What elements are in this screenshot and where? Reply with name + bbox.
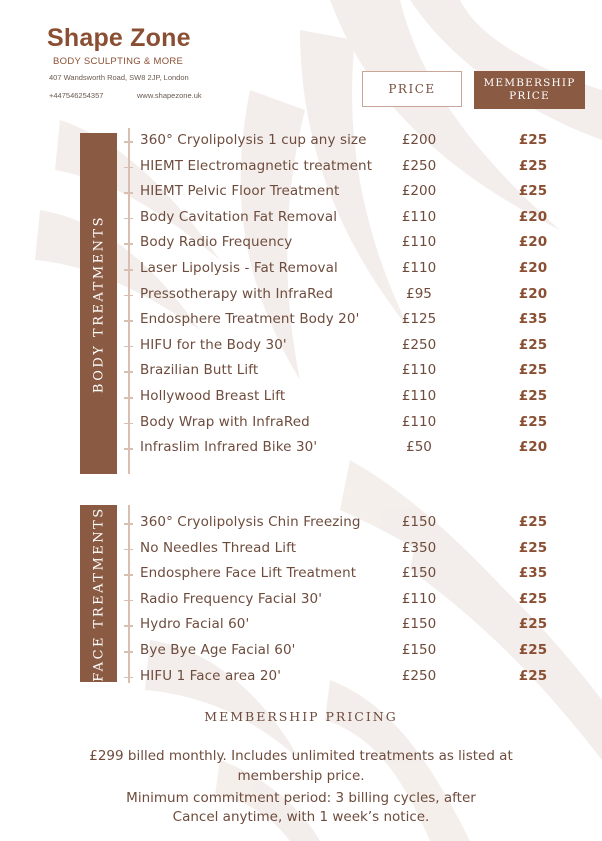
- row-tick: [124, 167, 133, 169]
- row-tick: [124, 218, 133, 220]
- brand-name: Shape Zone: [47, 24, 191, 52]
- treatment-price: £150: [401, 514, 437, 530]
- treatment-price: £125: [401, 311, 437, 328]
- price-column-header: [362, 71, 462, 107]
- membership-line-2: membership price.: [237, 768, 365, 784]
- row-tick: [124, 574, 133, 576]
- treatment-price: £150: [401, 616, 437, 633]
- treatment-membership-price: £35: [518, 565, 548, 582]
- row-tick: [124, 523, 133, 525]
- treatment-price: £50: [406, 439, 432, 456]
- treatment-name: HIEMT Pelvic Floor Treatment: [140, 183, 340, 200]
- treatment-name: HIFU 1 Face area 20': [140, 667, 282, 684]
- row-tick: [124, 371, 133, 373]
- brand-phone[interactable]: +447546254357: [49, 91, 104, 100]
- face-treatments-bar: [80, 505, 117, 682]
- treatment-name: Body Wrap with InfraRed: [140, 413, 310, 430]
- row-tick: [124, 269, 133, 271]
- treatment-price: £110: [401, 260, 437, 276]
- treatment-membership-price: £20: [518, 439, 548, 456]
- treatment-price: £110: [401, 413, 437, 430]
- row-tick: [124, 600, 133, 602]
- membership-price-column-header: [474, 71, 585, 109]
- row-tick: [124, 192, 133, 194]
- treatment-price: £95: [406, 285, 432, 302]
- treatment-name: Brazilian Butt Lift: [140, 362, 259, 379]
- treatment-price: £110: [401, 590, 437, 607]
- treatment-membership-price: £25: [518, 132, 548, 148]
- treatment-name: Hydro Facial 60': [140, 616, 250, 633]
- treatment-name: Bye Bye Age Facial 60': [140, 642, 296, 658]
- row-tick: [124, 141, 133, 143]
- membership-line-1: £299 billed monthly. Includes unlimited treatments as listed at: [89, 748, 513, 764]
- price-header-label: PRICE: [388, 82, 436, 96]
- treatment-price: £150: [401, 565, 437, 582]
- treatment-price: £110: [401, 234, 437, 251]
- treatment-membership-price: £20: [518, 260, 548, 276]
- treatment-price: £110: [401, 208, 437, 225]
- treatment-membership-price: £20: [518, 285, 548, 302]
- treatment-membership-price: £25: [518, 616, 548, 633]
- treatment-membership-price: £25: [518, 642, 548, 658]
- treatment-name: No Needles Thread Lift: [140, 539, 297, 556]
- treatment-membership-price: £25: [518, 388, 548, 404]
- treatment-price: £250: [401, 157, 437, 174]
- treatment-membership-price: £25: [518, 539, 548, 556]
- row-tick: [124, 243, 133, 245]
- row-tick: [124, 423, 133, 425]
- treatment-membership-price: £25: [518, 183, 548, 200]
- treatment-membership-price: £20: [518, 208, 548, 225]
- treatment-price: £110: [401, 388, 437, 404]
- row-tick: [124, 320, 133, 322]
- treatment-price: £250: [401, 667, 437, 684]
- treatment-name: HIFU for the Body 30': [140, 336, 287, 353]
- treatment-name: Laser Lipolysis - Fat Removal: [140, 260, 338, 276]
- row-tick: [124, 397, 133, 399]
- treatment-name: Pressotherapy with InfraRed: [140, 285, 334, 302]
- row-tick: [124, 448, 133, 450]
- treatment-membership-price: £25: [518, 514, 548, 530]
- treatment-price: £250: [401, 336, 437, 353]
- row-tick: [124, 677, 133, 679]
- treatment-membership-price: £25: [518, 413, 548, 430]
- treatment-name: Body Radio Frequency: [140, 234, 293, 251]
- row-tick: [124, 651, 133, 653]
- treatment-membership-price: £25: [518, 590, 548, 607]
- brand-website-link[interactable]: www.shapezone.uk: [137, 91, 202, 100]
- brand-address: 407 Wandsworth Road, SW8 2JP, London: [49, 73, 189, 82]
- brand-tagline: BODY SCULPTING & MORE: [53, 56, 184, 67]
- membership-header-line2: PRICE: [509, 90, 550, 102]
- treatment-name: Hollywood Breast Lift: [140, 388, 286, 404]
- treatment-price: £350: [401, 539, 437, 556]
- treatment-name: Infraslim Infrared Bike 30': [140, 439, 318, 456]
- treatment-name: 360° Cryolipolysis 1 cup any size: [140, 132, 367, 148]
- membership-header-line1: MEMBERSHIP: [483, 77, 576, 89]
- treatment-price: £110: [401, 362, 437, 379]
- treatment-name: HIEMT Electromagnetic treatment: [140, 157, 373, 174]
- treatment-membership-price: £25: [518, 667, 548, 684]
- treatment-price: £150: [401, 642, 437, 658]
- treatment-name: Endosphere Treatment Body 20': [140, 311, 360, 328]
- treatment-membership-price: £25: [518, 157, 548, 174]
- treatment-price: £200: [401, 183, 437, 200]
- treatment-price: £200: [401, 132, 437, 148]
- row-tick: [124, 549, 133, 551]
- treatment-membership-price: £25: [518, 362, 548, 379]
- membership-line-4: Cancel anytime, with 1 week’s notice.: [172, 809, 430, 825]
- row-tick: [124, 346, 133, 348]
- treatment-membership-price: £25: [518, 336, 548, 353]
- membership-line-3: Minimum commitment period: 3 billing cycles, after: [126, 790, 476, 806]
- treatment-name: Endosphere Face Lift Treatment: [140, 565, 357, 582]
- row-tick: [124, 295, 133, 297]
- membership-pricing-title: MEMBERSHIP PRICING: [204, 709, 398, 724]
- face-treatments-label: FACE TREATMENTS: [91, 505, 106, 682]
- row-tick: [124, 625, 133, 627]
- face-treatments-divider: [128, 505, 130, 683]
- treatment-membership-price: £20: [518, 234, 548, 251]
- treatment-name: 360° Cryolipolysis Chin Freezing: [140, 514, 361, 530]
- treatment-name: Radio Frequency Facial 30': [140, 590, 323, 607]
- body-treatments-bar: [80, 133, 117, 474]
- body-treatments-label: BODY TREATMENTS: [91, 214, 106, 393]
- treatment-membership-price: £35: [518, 311, 548, 328]
- treatment-name: Body Cavitation Fat Removal: [140, 208, 338, 225]
